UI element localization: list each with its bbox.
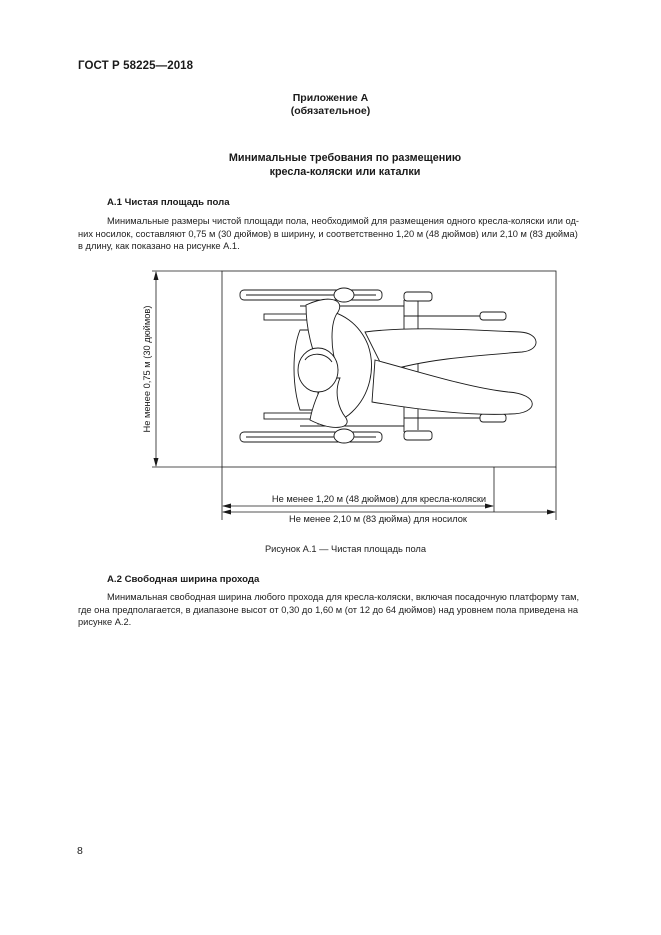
stretcher-length-label: Не менее 2,10 м (83 дюйма) для носилок xyxy=(289,514,467,524)
arrow-down xyxy=(154,458,159,467)
hand-bottom xyxy=(334,429,354,443)
annex-title: Приложение А xyxy=(292,92,369,104)
section-a2-line-3: рисунке А.2. xyxy=(78,617,132,627)
caster-bottom xyxy=(404,431,432,440)
page-title-line-1: Минимальные требования по размещению xyxy=(228,152,462,164)
caster-top xyxy=(404,292,432,301)
section-a1-line-1: Минимальные размеры чистой площади пола, необходимой для размещения одного кресла-коляски или од- xyxy=(107,216,579,226)
section-a1-line-3: в длину, как показано на рисунке А.1. xyxy=(78,241,240,251)
wheelchair-length-label: Не менее 1,20 м (48 дюймов) для кресла-коляски xyxy=(271,494,487,504)
rest-top xyxy=(480,312,506,320)
rest-bottom xyxy=(480,414,506,422)
arrow-right-2 xyxy=(547,510,556,515)
wheelchair-occupant-illustration xyxy=(240,288,536,443)
arrow-right-1 xyxy=(485,504,494,509)
section-a2-line-2: где она предполагается, в диапазоне высот от 0,30 до 1,60 м (от 12 до 64 дюймов) над уровнем пола приведена на xyxy=(78,604,579,615)
page-number: 8 xyxy=(77,845,83,857)
leg-lower xyxy=(372,360,532,414)
figure-caption: Рисунок А.1 — Чистая площадь пола xyxy=(264,544,427,554)
footplate-bottom xyxy=(264,413,314,419)
annex-status: (обязательное) xyxy=(290,105,371,117)
page-title-line-2: кресла-коляски или каталки xyxy=(269,166,421,178)
arrow-left-1 xyxy=(222,504,231,509)
hand-top xyxy=(334,288,354,302)
section-a1-heading: А.1 Чистая площадь пола xyxy=(107,197,230,208)
section-a2-heading: А.2 Свободная ширина прохода xyxy=(107,574,260,585)
arrow-left-2 xyxy=(222,510,231,515)
section-a1-line-2: них носилок, составляют 0,75 м (30 дюймов) в ширину, и соответственно 1,20 м (48 дюймов) или 2,10 м (83 дюйма) xyxy=(78,228,578,239)
document-standard-header: ГОСТ Р 58225—2018 xyxy=(78,60,194,72)
section-a2-line-1: Минимальная свободная ширина любого прохода для кресла-коляски, включая посадочную платформу там, xyxy=(107,592,580,602)
arrow-up xyxy=(154,271,159,280)
vertical-dimension-label: Не менее 0,75 м (30 дюймов) xyxy=(142,305,152,433)
